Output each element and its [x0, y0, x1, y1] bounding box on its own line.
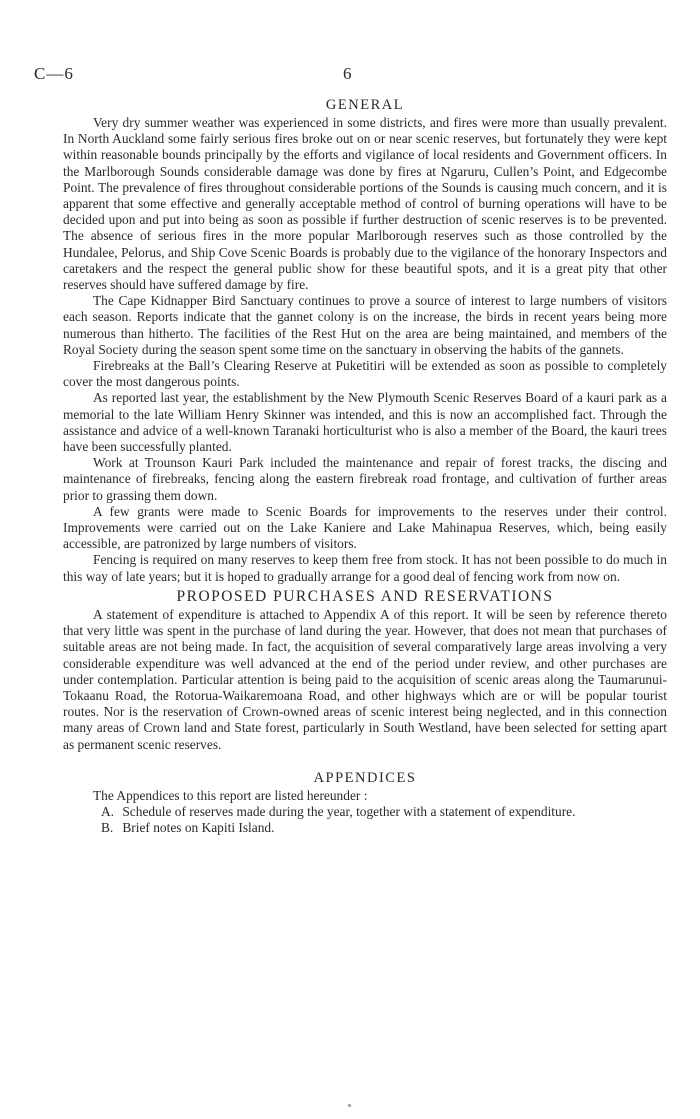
purchases-paragraph: A statement of expenditure is attached to Appendix A of this report. It will be seen by reference thereto that very little was spent in the purchase of land during the year. However, that does not mean that purchases of suitable areas are not being made. In fact, the acquisition of several comparatively large areas involving a very considerable expenditure was well advanced at the end of the period under review, and other purchases are under contemplation. Particular attention is being paid to the acquisition of scenic areas along the Taumarunui-Tokaanu Road, the Rotorua-Waikaremoana Road, and other highways which are or will be popular tourist routes. Nor is the reservation of Crown-owned areas of scenic interest being neglected, and in this connection many areas of Crown land and State forest, particularly in South Westland, have been selected for setting apart as permanent scenic reserves.: [63, 606, 667, 752]
appendix-item-a: [63, 804, 667, 820]
appendix-text: Schedule of reserves made during the year, together with a statement of expenditure.: [122, 803, 576, 819]
appendices-list: [63, 804, 667, 836]
general-paragraph-firebreaks: Firebreaks at the Ball’s Clearing Reserve at Puketitiri will be extended as soon as possible to completely cover the most dangerous points.: [63, 358, 667, 390]
general-paragraph-trounson: Work at Trounson Kauri Park included the maintenance and repair of forest tracks, the discing and maintenance of firebreaks, fencing along the eastern firebreak road frontage, and cultivation of further areas prior to grassing them down.: [63, 455, 667, 503]
general-paragraph-cape-kidnapper: The Cape Kidnapper Bird Sanctuary continues to prove a source of interest to large numbers of visitors each season. Reports indicate that the gannet colony is on the increase, the birds in recent years being more numerous than hitherto. The facilities of the Rest Hut on the area are being maintained, and members of the Royal Society during the season spent some time on the sanctuary in observing the habits of the gannets.: [63, 293, 667, 357]
document-body: [63, 96, 667, 836]
page-header: [0, 64, 700, 88]
general-paragraph-grants: A few grants were made to Scenic Boards for improvements to the reserves under their control. Improvements were carried out on the Lake Kaniere and Lake Mahinapua Reserves, which, being easily accessible, are patronized by large numbers of visitors.: [63, 503, 667, 552]
footer-dot: [348, 1104, 351, 1107]
appendix-text: Brief notes on Kapiti Island.: [122, 820, 275, 836]
general-paragraph-kauri-park: As reported last year, the establishment by the New Plymouth Scenic Reserves Board of a kauri park as a memorial to the late William Henry Skinner was intended, and this is now an accomplished fact. Through the assistance and advice of a well-known Taranaki horticulturist who is also a member of the Board, the kauri trees have been successfully planted.: [63, 390, 667, 455]
appendix-item-b: [63, 820, 667, 836]
general-paragraph-fires: Very dry summer weather was experienced in some districts, and fires were more than usually prevalent. In North Auckland some fairly serious fires broke out on or near scenic reserves, but fortunately they were kept within reasonable bounds principally by the efforts and vigilance of local residents and Government officers. In the Marlborough Sounds considerable damage was done by fires at Ngaruru, Cullen’s Point, and Edgecombe Point. The prevalence of fires throughout considerable portions of the Sounds is causing much concern, and it is apparent that some effective and generally acceptable method of control of burning operations will have to be decided upon and put into being as soon as possible if further destruction of scenic reserves is to be prevented. The absence of serious fires in the more popular Marlborough reserves such as those controlled by the Hundalee, Pelorus, and Ship Cove Scenic Boards is probably due to the vigilance of the honorary Inspectors and caretakers and the respect the general public show for these beautiful spots, and it is a great pity that other reserves should have suffered damage by fire.: [63, 115, 667, 293]
page-code: C—6: [34, 64, 74, 83]
page-number: 6: [343, 64, 352, 83]
section-heading-general: GENERAL: [325, 97, 405, 113]
appendix-letter: A.: [101, 803, 115, 819]
appendices-intro: The Appendices to this report are listed hereunder :: [93, 787, 368, 803]
section-heading-appendices: APPENDICES: [313, 769, 417, 786]
appendix-letter: B.: [101, 820, 114, 836]
section-heading-purchases: PROPOSED PURCHASES AND RESERVATIONS: [176, 587, 554, 605]
general-paragraph-fencing: Fencing is required on many reserves to keep them free from stock. It has not been possible to do much in this way of late years; but it is hoped to gradually arrange for a good deal of fencing work from now on.: [63, 552, 667, 584]
